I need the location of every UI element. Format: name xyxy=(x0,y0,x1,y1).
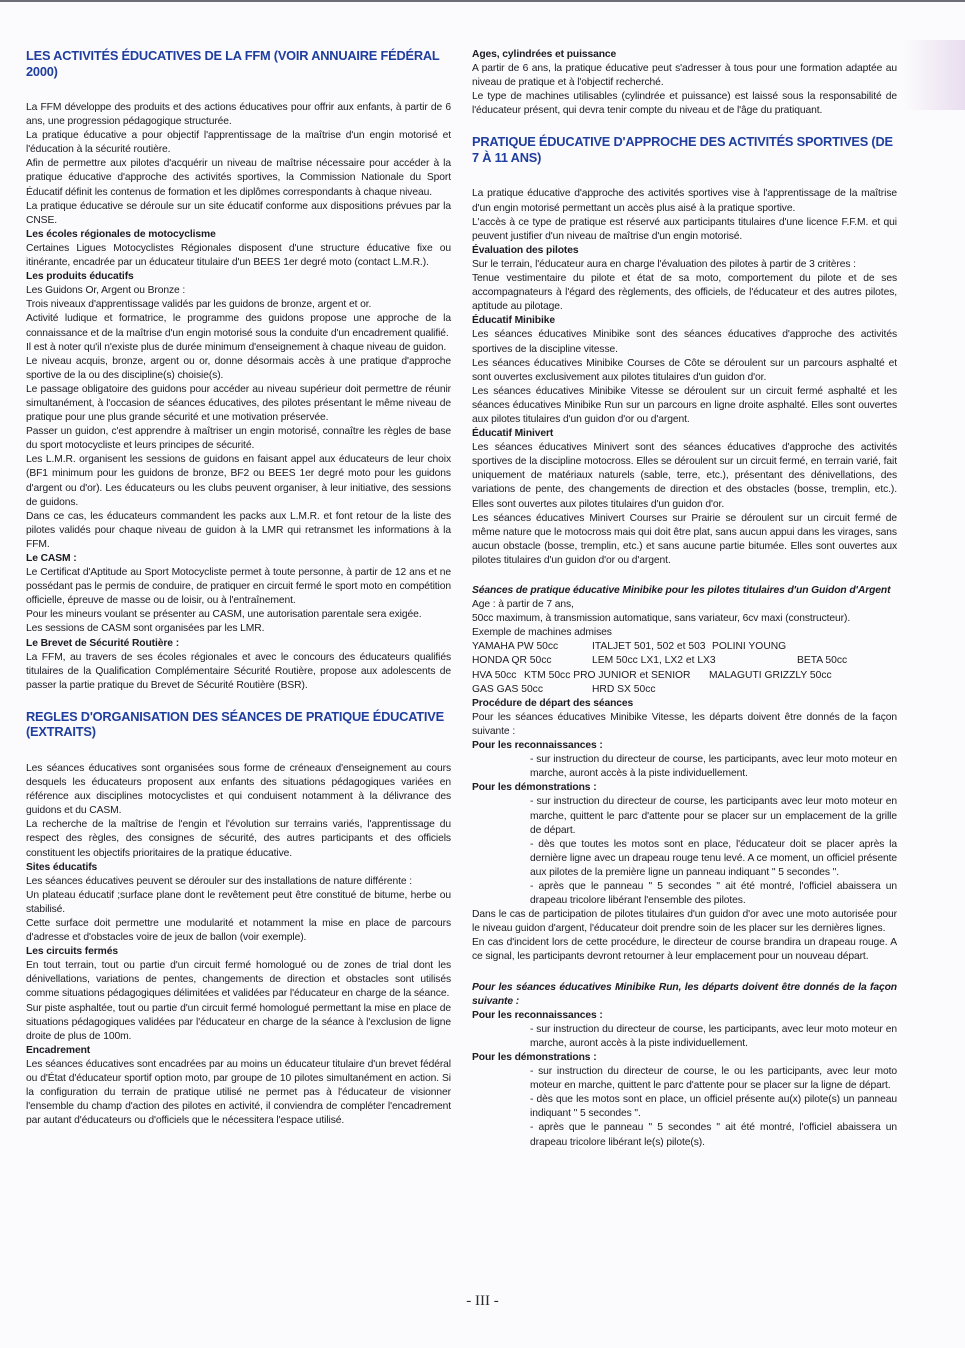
paragraph: Le type de machines utilisables (cylindrée et puissance) est laissé sous la responsabilité de l'éducateur présent, qui devra tenir compte du niveau et de l'âge du pratiquant. xyxy=(472,91,897,117)
subheading-reconnaissances: Pour les reconnaissances : xyxy=(472,1009,603,1021)
paragraph: Pour les mineurs voulant se présenter au CASM, une autorisation parentale sera exigée. xyxy=(26,609,422,621)
paragraph: 50cc maximum, à transmission automatique, sans variateur, 6cv maxi (constructeur). xyxy=(472,613,851,625)
section-title-regles-organisation: REGLES D'ORGANISATION DES SÉANCES DE PRATIQUE ÉDUCATIVE (EXTRAITS) xyxy=(26,708,444,740)
paragraph: Passer un guidon, c'est apprendre à maîtriser un engin motorisé, connaître les règles de base du sport motocycliste et leurs principes de sécurité. xyxy=(26,426,451,452)
paragraph: Les séances éducatives Minibike sont des séances éducatives d'approche des activités sportives de la discipline vitesse. xyxy=(472,329,897,355)
paragraph: Dans ce cas, les éducateurs commandent les packs aux L.M.R. et font retour de la liste des pilotes validés pour chaque niveau de guidon à la LMR qui retransmet les informations à la FFM. xyxy=(26,510,451,550)
machines-row xyxy=(472,669,897,683)
paragraph: Un plateau éducatif ;surface plane dont le revêtement peut être constitué de bitume, herbe ou stabilisé. xyxy=(26,889,451,915)
machine-name: KTM 50cc PRO JUNIOR et SENIOR xyxy=(524,669,691,681)
machine-name: HRD SX 50cc xyxy=(592,683,656,695)
paragraph: Sur piste asphaltée, tout ou partie d'un circuit fermé homologué permettant la mise en place de situations pédagogiques validées par l'éducateur en charge de la séance à l'exclusion de ligne droite de plus de 100m. xyxy=(26,1002,451,1042)
paragraph: En cas d'incident lors de cette procédure, le directeur de course brandira un drapeau rouge. A ce signal, les participants devront retourner à leur emplacement pour un nouveau départ. xyxy=(472,937,897,963)
paragraph: Tenue vestimentaire du pilote et état de sa moto, comportement du pilote et de ses accompagnateurs à l'égard des règlements, des officiels, de l'éducateur et des autres pilotes, aptitude au pilotage. xyxy=(472,273,897,313)
machines-row xyxy=(472,654,897,668)
machine-name: GAS GAS 50cc xyxy=(472,683,543,695)
machine-name: MALAGUTI GRIZZLY 50cc xyxy=(709,669,832,681)
paragraph: Le niveau acquis, bronze, argent ou or, donne désormais accès à une pratique d'approche sportive de la ou des discipline(s) choisie(s). xyxy=(26,355,451,381)
subheading-demonstrations: Pour les démonstrations : xyxy=(472,1052,597,1063)
paragraph: Age : à partir de 7 ans, xyxy=(472,599,574,611)
paragraph: Dans le cas de participation de pilotes titulaires d'un guidon d'or avec une moto autorisée pour le niveau guidon d'argent, l'éducateur doit prendre soin de les placer sur les dernières lignes. xyxy=(472,909,897,935)
paragraph: Exemple de machines admises xyxy=(472,627,612,639)
subheading-ecoles-regionales: Les écoles régionales de motocyclisme xyxy=(26,228,216,240)
top-rule xyxy=(0,0,965,2)
subheading-brevet-securite-routiere: Le Brevet de Sécurité Routière : xyxy=(26,637,180,649)
machine-name: ITALJET 501, 502 et 503 xyxy=(592,641,706,653)
subheading-demonstrations: Pour les démonstrations : xyxy=(472,782,597,794)
machine-name: BETA 50cc xyxy=(797,655,848,667)
paragraph: La pratique éducative a pour objectif l'apprentissage de la maîtrise d'un engin motorisé et l'éducation à la sécurité routière. xyxy=(26,130,451,156)
paragraph: Le Certificat d'Aptitude au Sport Motocycliste permet à toute personne, à partir de 12 ans et ne possédant pas le permis de conduire, de pratiquer en circuit fermé le sport moto en compétition officielle, épreuve de masse ou de loisir, ou à l'entraînement. xyxy=(26,567,451,607)
subheading-evaluation-pilotes: Évaluation des pilotes xyxy=(472,244,579,256)
paragraph: La FFM, au travers de ses écoles régionales et avec le concours des éducateurs qualifiés titulaires de la Qualification Complémentaire Sécurité Routière, propose aux adolescents de passer la partie pratique du Brevet de Sécurité Routière (BSR). xyxy=(26,651,451,691)
paragraph: - sur instruction du directeur de course, les participants, avec leur moto moteur en marche, auront accès à la piste individuellement. xyxy=(530,1023,897,1049)
paragraph: Les séances éducatives Minibike Courses de Côte se déroulent sur un parcours asphalté et sont ouvertes exclusivement aux pilotes titulaires d'un guidon d'or. xyxy=(472,357,897,383)
paragraph: - dès que toutes les motos sont en place, l'éducateur doit se placer après la dernière ligne avec un drapeau rouge tenu levé. A ce moment, un officiel présente aux pilotes de la première ligne un panneau indiquant " 5 secondes ". xyxy=(530,838,897,878)
machine-name: LEM 50cc LX1, LX2 et LX3 xyxy=(592,655,716,667)
paragraph: Les Guidons Or, Argent ou Bronze : xyxy=(26,285,186,297)
paragraph: Les séances éducatives Minivert Courses sur Prairie se déroulent sur un circuit fermé de même nature que le motocross mais qui doit être plat, sans aucun appui dans les virages, sans aucun obstacle (bosse, tremplin, etc.) et sans aucune partie bitumée. Elles sont ouvertes aux pilotes titulaires d'un guidon d'or ou d'argent. xyxy=(472,512,897,566)
paragraph: Les séances éducatives peuvent se dérouler sur des installations de nature différente : xyxy=(26,875,413,887)
paragraph: - dès que les motos sont en place, un officiel présente au(x) pilote(s) un panneau indiquant " 5 secondes ". xyxy=(530,1094,897,1120)
subheading-encadrement: Encadrement xyxy=(26,1044,91,1056)
subheading-educatif-minivert: Éducatif Minivert xyxy=(472,428,554,440)
paragraph: La FFM développe des produits et des actions éducatives pour offrir aux enfants, à partir de 6 ans, une progression pédagogique structurée. xyxy=(26,102,451,128)
subheading-procedure-depart: Procédure de départ des séances xyxy=(472,697,634,709)
paragraph: - après que le panneau " 5 secondes " ait été montré, l'officiel abaissera un drapeau tricolore libérant le(s) pilote(s). xyxy=(530,1122,897,1148)
paragraph: Les séances éducatives Minivert sont des séances éducatives d'approche des activités sportives de la discipline motocross. Elles se déroulent sur un circuit fermé, en terrain varié, fait uniquement de matériaux naturels (sable, terre, etc.), présentant des dénivellations, des variations de pente, des changements de direction et des obstacles (bosse, tremplin, etc.). Elles sont ouvertes aux pilotes titulaires d'un guidon d'or. xyxy=(472,442,897,510)
paragraph: Afin de permettre aux pilotes d'acquérir un niveau de maîtrise nécessaire pour accéder à la pratique éducative d'approche des activités sportives, la Commission Nationale du Sport Éducatif définit les contenus de formation et les diplômes correspondants à chaque niveau. xyxy=(26,158,451,198)
subheading-educatif-minibike: Éducatif Minibike xyxy=(472,315,555,327)
subheading-produits-educatifs: Les produits éducatifs xyxy=(26,271,134,283)
section-title-activites-educatives: LES ACTIVITÉS ÉDUCATIVES DE LA FFM (VOIR ANNUAIRE FÉDÉRAL 2000) xyxy=(26,48,440,79)
subheading-casm: Le CASM : xyxy=(26,553,77,564)
paragraph: - sur instruction du directeur de course, le ou les participants, avec leur moto moteur en marche, quittent le parc d'attente pour se placer sur la ligne de départ. xyxy=(530,1066,897,1092)
paragraph: Les séances éducatives Minibike Vitesse se déroulent sur un circuit fermé asphalté et les séances éducatives Minibike Run sur un parcours en ligne droite asphalté. Elles sont ouvertes aux pilotes titulaires d'un guidon d'or ou d'argent. xyxy=(472,385,897,425)
subheading-sites-educatifs: Sites éducatifs xyxy=(26,861,98,873)
paragraph: - sur instruction du directeur de course, les participants avec leur moto moteur en marche, quittent le parc d'attente pour se placer sur un emplacement de la grille de départ. xyxy=(530,796,897,836)
paragraph: Trois niveaux d'apprentissage validés par les guidons de bronze, argent et or. xyxy=(26,299,372,311)
paragraph: La recherche de la maîtrise de l'engin et l'évolution sur terrains variés, l'apprentissage du respect des règles, des consignes de sécurité, des autres participants et des officiels constituent les objectifs prioritaires de la pratique éducative. xyxy=(26,819,451,859)
paragraph: - après que le panneau " 5 secondes " ait été montré, l'officiel abaissera un drapeau tricolore libérant l'ensemble des pilotes. xyxy=(530,880,897,907)
right-column xyxy=(472,48,897,1150)
bleed-through-shadow xyxy=(905,40,965,110)
paragraph: Certaines Ligues Motocyclistes Régionales disposent d'une structure éducative fixe ou itinérante, encadrée par un éducateur titulaire d'un BEES 1er degré moto (contact L.M.R.). xyxy=(26,242,451,269)
paragraph: La pratique éducative d'approche des activités sportives vise à l'apprentissage de la maîtrise d'un engin motorisé permettant un accès plus aisé à la pratique sportive. xyxy=(472,188,897,214)
machines-row xyxy=(472,640,897,654)
subheading-reconnaissances: Pour les reconnaissances : xyxy=(472,740,603,752)
section-title-pratique-educative-approche: PRATIQUE ÉDUCATIVE D'APPROCHE DES ACTIVITÉS SPORTIVES (DE 7 À 11 ANS) xyxy=(472,134,893,165)
subheading-ages-cylindrees: Ages, cylindrées et puissance xyxy=(472,49,617,60)
paragraph: Le passage obligatoire des guidons pour accéder au niveau supérieur doit permettre de réunir simultanément, à l'occasion de séances éducatives, des pilotes présentant le même niveau de pratique pour une plus grande sécurité et une motivation préservée. xyxy=(26,383,451,424)
subheading-seances-minibike-argent: Séances de pratique éducative Minibike pour les pilotes titulaires d'un Guidon d'Argent xyxy=(472,585,891,596)
paragraph: Les séances éducatives sont encadrées par au moins un éducateur titulaire d'un brevet fédéral ou d'État d'éducateur sportif option moto, par groupe de 10 pilotes simultanément en action. Si la configuration du terrain de pratique utilisé ne permet pas à l'éducateur de visionner l'ensemble du champ d'action des pilotes en activité, il conviendra de compléter l'encadrement par autant d'éducateurs ou d'officiels que le nécessitera l'espace utilisé. xyxy=(26,1058,451,1127)
paragraph: Les sessions de CASM sont organisées par les LMR. xyxy=(26,623,265,635)
machine-name: YAMAHA PW 50cc xyxy=(472,641,559,653)
paragraph: - sur instruction du directeur de course, les participants, avec leur moto moteur en marche, auront accès à la piste individuellement. xyxy=(530,754,897,780)
machine-name: HVA 50cc xyxy=(472,669,517,681)
machine-name: POLINI YOUNG xyxy=(712,641,787,653)
subheading-minibike-run-departs: Pour les séances éducatives Minibike Run, les départs doivent être donnés de la façon suivante : xyxy=(472,981,897,1007)
paragraph: Activité ludique et formatrice, le programme des guidons propose une approche de la connaissance et de la maîtrise d'un engin motorisé sous la conduite d'un encadrement qualifié. xyxy=(26,313,451,339)
subheading-circuits-fermes: Les circuits fermés xyxy=(26,946,118,958)
paragraph: Les L.M.R. organisent les sessions de guidons en faisant appel aux éducateurs de leur choix (BF1 minimum pour les guidons de bronze, BF2 ou BEES 1er degré moto pour les guidons d'argent ou d'or). Les éducateurs ou les clubs peuvent organiser, à leur initiative, des sessions de guidons. xyxy=(26,454,451,508)
machine-name: HONDA QR 50cc xyxy=(472,655,552,667)
paragraph: La pratique éducative se déroule sur un site éducatif conforme aux dispositions prévues par la CNSE. xyxy=(26,200,451,226)
paragraph: Sur le terrain, l'éducateur aura en charge l'évaluation des pilotes à partir de 3 critères : xyxy=(472,258,856,270)
paragraph: En tout terrain, tout ou partie d'un circuit fermé homologué ou de zones de trial dont les dénivellations, variations de pentes, changements de direction et obstacles sont utilisés comme situations pédagogiques délimitées et validées par l'éducateur en charge de la séance. xyxy=(26,960,451,1000)
paragraph: L'accès à ce type de pratique est réservé aux participants titulaires d'une licence F.F.M. et qui peuvent justifier d'un niveau de maîtrise d'un engin motorisé. xyxy=(472,216,897,242)
left-column xyxy=(26,48,451,1128)
machines-row xyxy=(472,683,897,697)
page-number: - III - xyxy=(466,1293,499,1309)
paragraph: A partir de 6 ans, la pratique éducative peut s'adresser à tous pour une formation adaptée au niveau de pratique et à l'objectif recherché. xyxy=(472,63,897,89)
machines-list xyxy=(472,640,897,696)
paragraph: Pour les séances éducatives Minibike Vitesse, les départs doivent être donnés de la façon suivante : xyxy=(472,711,897,737)
paragraph: Les séances éducatives sont organisées sous forme de créneaux d'enseignement au cours desquels les éducateurs proposent aux enfants des situations pédagogiques variées en référence aux disciplines motocyclistes et qui conduisent notamment à la délivrance des guidons et du CASM. xyxy=(26,762,451,817)
paragraph: Cette surface doit permettre une modularité et notamment la mise en place de parcours d'adresse et d'obstacles voire de jeux de ballon (voir exemple). xyxy=(26,917,451,944)
paragraph: Il est à noter qu'il n'existe plus de durée minimum d'enseignement à chaque niveau de guidon. xyxy=(26,341,447,353)
